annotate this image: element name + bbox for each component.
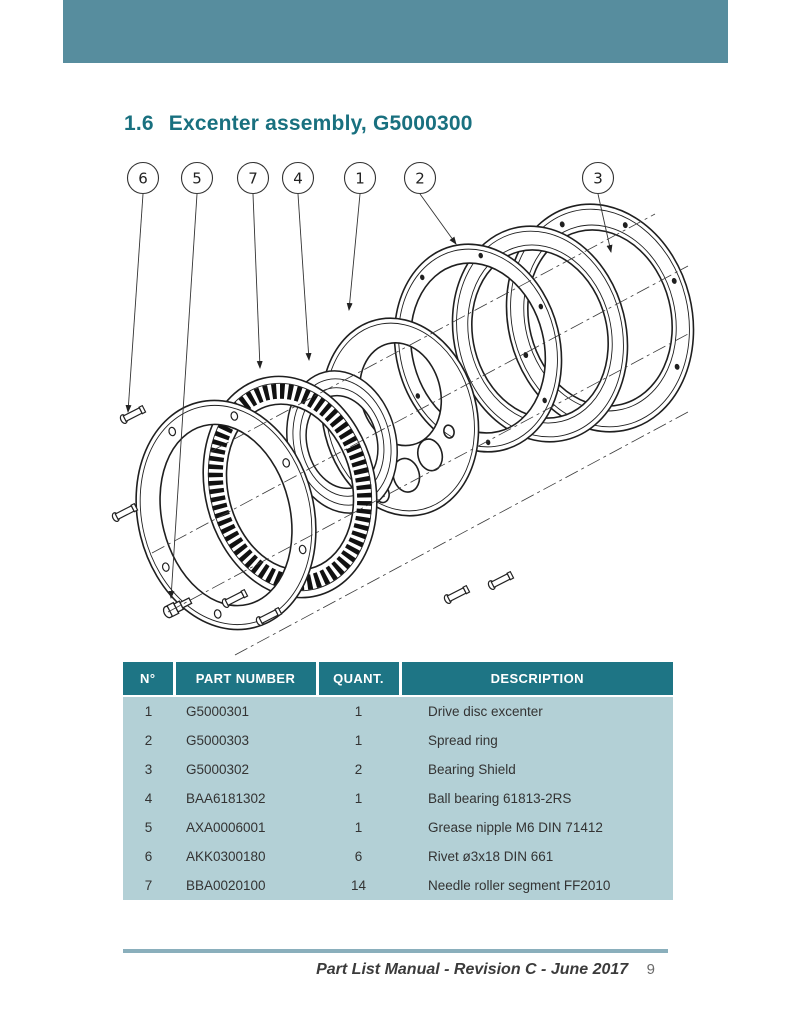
parts-table (123, 662, 673, 900)
cell-description: Needle roller segment FF2010 (428, 878, 611, 893)
footer-manual-title: Part List Manual - Revision C - June 2017 (316, 961, 629, 978)
table-row (123, 871, 673, 900)
cell-quantity: 1 (354, 733, 363, 748)
cell-no: 6 (144, 849, 153, 864)
cell-no: 3 (144, 762, 153, 777)
cell-quantity: 1 (354, 704, 363, 719)
footer-rule (123, 949, 668, 953)
cell-part-number: AKK0300180 (186, 849, 266, 864)
callout-6: 6 (138, 169, 148, 188)
cell-part-number: G5000301 (186, 704, 250, 719)
cell-quantity: 2 (354, 762, 363, 777)
cell-description: Ball bearing 61813-2RS (428, 791, 572, 806)
cell-no: 4 (144, 791, 153, 806)
cell-description: Bearing Shield (428, 762, 516, 777)
section-title: Excenter assembly, G5000300 (168, 112, 473, 135)
table-row (123, 696, 673, 726)
cell-part-number: G5000303 (186, 733, 250, 748)
parts-table-header-row (123, 662, 673, 696)
cell-part-number: BAA6181302 (186, 791, 266, 806)
header-band (63, 0, 728, 63)
cell-quantity: 1 (354, 791, 363, 806)
callout-4: 4 (293, 169, 303, 188)
cell-description: Rivet ø3x18 DIN 661 (428, 849, 554, 864)
table-row (123, 813, 673, 842)
page-title (124, 112, 473, 136)
callout-7: 7 (248, 169, 258, 188)
table-row (123, 755, 673, 784)
footer-page-number: 9 (646, 961, 655, 978)
cell-part-number: G5000302 (186, 762, 250, 777)
exploded-view-svg (100, 148, 700, 660)
cell-part-number: BBA0020100 (186, 878, 266, 893)
cell-quantity: 6 (354, 849, 363, 864)
col-header-description: DESCRIPTION (400, 662, 673, 696)
table-row (123, 842, 673, 871)
callout-3: 3 (593, 169, 603, 188)
table-row (123, 784, 673, 813)
cell-quantity: 1 (354, 820, 363, 835)
exploded-view-diagram (100, 148, 700, 660)
callout-5: 5 (192, 169, 202, 188)
section-number: 1.6 (124, 112, 154, 135)
cell-no: 5 (144, 820, 153, 835)
table-row (123, 726, 673, 755)
footer (123, 961, 655, 979)
cell-description: Drive disc excenter (428, 704, 543, 719)
cell-description: Grease nipple M6 DIN 71412 (428, 820, 603, 835)
cell-no: 2 (144, 733, 153, 748)
cell-part-number: AXA0006001 (186, 820, 266, 835)
callout-2: 2 (415, 169, 425, 188)
col-header-no: N° (123, 662, 174, 696)
cell-quantity: 14 (350, 878, 367, 893)
cell-description: Spread ring (428, 733, 498, 748)
cell-no: 7 (144, 878, 153, 893)
col-header-part-number: PART NUMBER (174, 662, 317, 696)
cell-no: 1 (144, 704, 153, 719)
col-header-quantity: QUANT. (317, 662, 400, 696)
callout-1: 1 (355, 169, 365, 188)
callout-balloons (128, 163, 614, 194)
